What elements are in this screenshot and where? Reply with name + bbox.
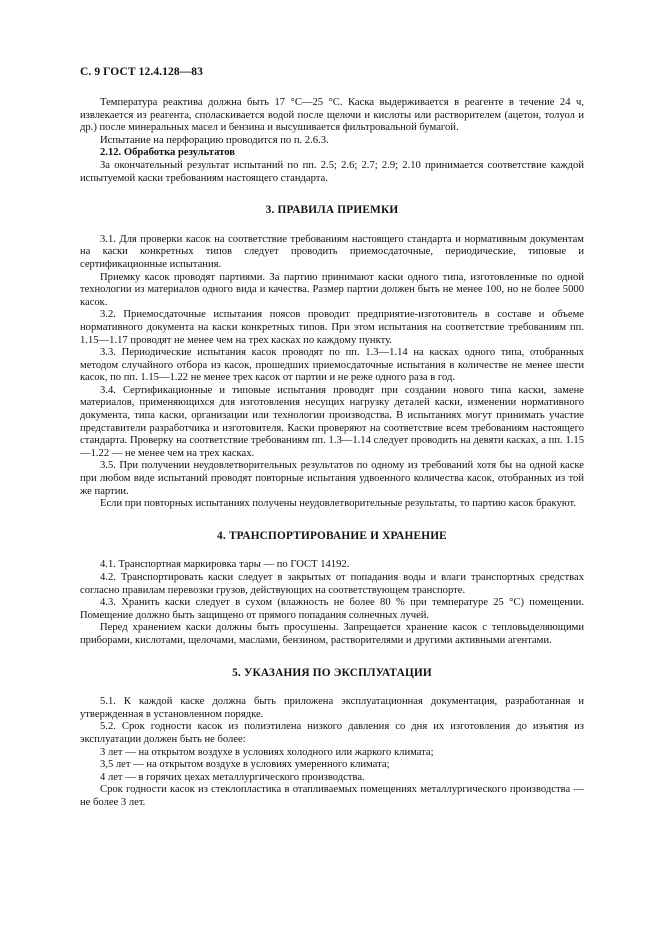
paragraph: 3,5 лет — на открытом воздухе в условиях умеренного климата; (100, 759, 390, 771)
paragraph: Перед хранением каски должны быть просушены. Запрещается хранение касок с тепловыделяющими приборами, кислотами, щелочами, маслами, бензином, растворителями и другими активными агентами. (80, 622, 584, 646)
paragraph: 3.2. Приемосдаточные испытания поясов проводит предприятие-изготовитель в составе и объеме нормативного документа на каски конкретных типов. При этом испытания на соответствие требованиям пп. 1.15—1.17 проводят не менее чем на трех касках по каждому пункту. (80, 309, 584, 346)
paragraph: 4.3. Хранить каски следует в сухом (влажность не более 80 % при температуре 25 °С) помещении. Помещение должно быть защищено от прямого попадания солнечных лучей. (80, 597, 584, 621)
section-heading-operation: 5. УКАЗАНИЯ ПО ЭКСПЛУАТАЦИИ (232, 666, 432, 679)
paragraph: 3 лет — на открытом воздухе в условиях холодного или жаркого климата; (100, 746, 434, 758)
paragraph: 3.3. Периодические испытания касок проводят по пп. 1.3—1.14 на касках одного типа, отобранных методом случайного отбора из касок, прошедших приемосдаточные испытания в количестве не менее шести касок, по пп. 1.15—1.22 не менее трех касок от партии и не реже одного раза в год. (80, 347, 584, 384)
subsection-heading (80, 147, 584, 160)
subsection-number: 2.12. (100, 147, 122, 159)
section-heading-acceptance: 3. ПРАВИЛА ПРИЕМКИ (265, 204, 399, 217)
paragraph: 3.1. Для проверки касок на соответствие требованиям настоящего стандарта и нормативным документам на каски конкретных типов следует проводить приемосдаточные, периодические, типовые и сертификационные испытания. (80, 233, 584, 270)
paragraph: Срок годности касок из стеклопластика в отапливаемых помещениях металлургического производства — не более 3 лет. (80, 784, 584, 808)
subsection-title: Обработка результатов (123, 147, 235, 159)
paragraph: 3.4. Сертификационные и типовые испытания проводят при создании нового типа каски, замене материалов, применяющихся для изготовления несущих нагрузку деталей каски, изменении нормативного документа, типа каски, организации или технологии производства. В испытаниях могут принимать участие представители разработчика и изготовителя. Каски проверяют на соответствие всем требованиям настоящего стандарта. Проверку на соответствие требованиям пп. 1.3—1.14 следует проводить на девяти касках, а пп. 1.15—1.22 — не менее чем на трех касках. (80, 384, 584, 459)
paragraph: 4.2. Транспортировать каски следует в закрытых от попадания воды и влаги транспортных средствах согласно правилам перевозки грузов, действующих на соответствующем транспорте. (80, 572, 584, 596)
paragraph: 4 лет — в горячих цехах металлургического производства. (100, 771, 365, 783)
section-heading-transport: 4. ТРАНСПОРТИРОВАНИЕ И ХРАНЕНИЕ (217, 529, 447, 542)
paragraph: 5.1. К каждой каске должна быть приложена эксплуатационная документация, разработанная и утвержденная в установленном порядке. (80, 696, 584, 720)
paragraph: Приемку касок проводят партиями. За партию принимают каски одного типа, изготовленные по одной технологии из материалов одного вида и качества. Размер партии должен быть не менее 100, но не более 5000 касок. (80, 271, 584, 308)
page-content (80, 97, 584, 810)
paragraph: Испытание на перфорацию проводится по п. 2.6.3. (100, 134, 329, 146)
paragraph: Температура реактива должна быть 17 °С—25 °С. Каска выдерживается в реагенте в течение 24 ч, извлекается из реагента, споласкивается водой после щелочи и кислоты или растворителем (ацетон, толуол и др.) после минеральных масел и бензина и высушивается фильтровальной бумагой. (80, 97, 584, 134)
paragraph: Если при повторных испытаниях получены неудовлетворительные результаты, то партию касок бракуют. (100, 498, 577, 510)
page-header: С. 9 ГОСТ 12.4.128—83 (80, 66, 203, 78)
paragraph: 5.2. Срок годности касок из полиэтилена низкого давления со дня их изготовления до изъятия из эксплуатации должен быть не более: (80, 721, 584, 745)
paragraph: 3.5. При получении неудовлетворительных результатов по одному из требований хотя бы на одной каске при любом виде испытаний проводят повторные испытания удвоенного количества касок, отобранных из той же партии. (80, 460, 584, 497)
paragraph: За окончательный результат испытаний по пп. 2.5; 2.6; 2.7; 2.9; 2.10 принимается соответствие каждой испытуемой каски требованиям настоящего стандарта. (80, 159, 584, 184)
paragraph: 4.1. Транспортная маркировка тары — по ГОСТ 14192. (100, 559, 350, 571)
